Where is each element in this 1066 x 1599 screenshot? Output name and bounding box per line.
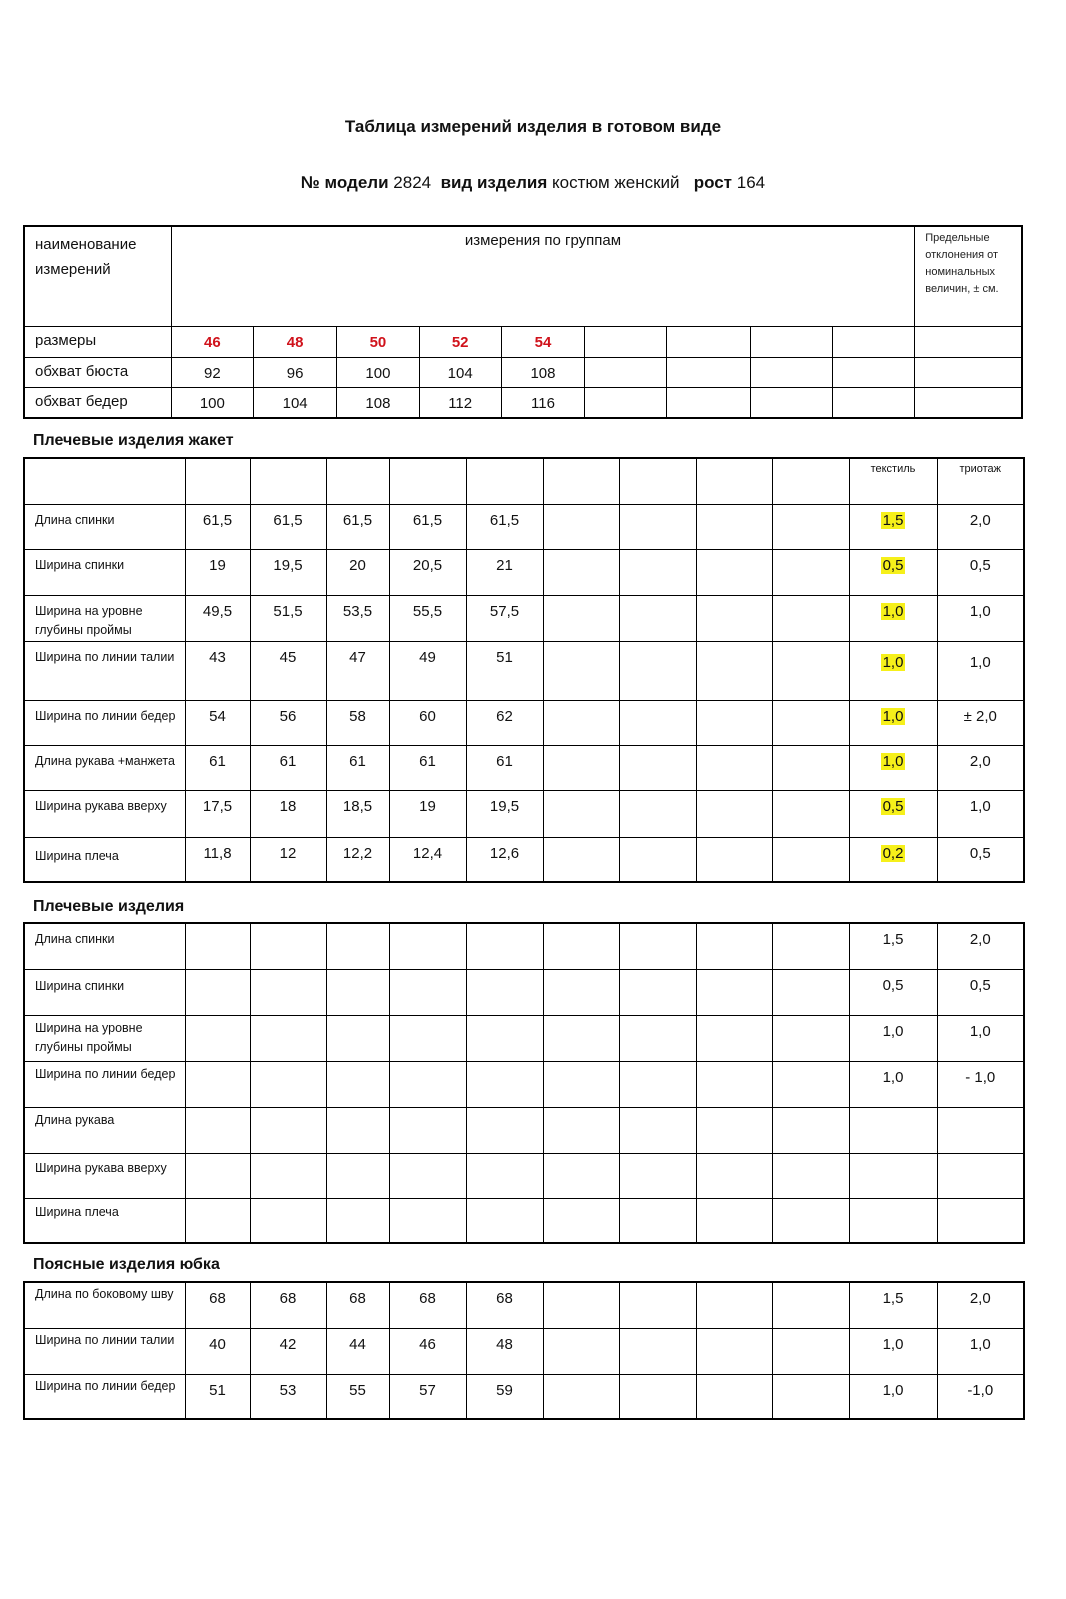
knit-tolerance [937,1198,1024,1243]
model-value: 2824 [393,173,432,192]
textile-tolerance: 1,5 [849,923,937,969]
value-cell: 68 [250,1282,326,1328]
value-cell: 53,5 [326,595,389,641]
value-cell: 108 [501,357,584,387]
knit-tolerance: -1,0 [937,1374,1024,1419]
knit-tolerance: 0,5 [937,549,1024,595]
value-cell: 100 [171,387,253,418]
knit-tolerance: 0,5 [937,969,1024,1015]
textile-tolerance: 1,0 [849,1328,937,1374]
value-cell: 96 [253,357,336,387]
value-cell: 19,5 [250,549,326,595]
section-title-shoulder: Плечевые изделия [33,898,185,915]
value-cell: 61,5 [389,504,466,549]
value-cell: 19 [185,549,250,595]
textile-tolerance: 0,5 [882,556,904,574]
section-title-skirt: Поясные изделия юбка [33,1256,220,1273]
table-row [24,595,1024,641]
value-cell: 68 [185,1282,250,1328]
table-row [24,641,1024,700]
table-row [24,745,1024,790]
value-cell: 45 [250,641,326,700]
textile-tolerance: 0,5 [849,969,937,1015]
value-cell: 47 [326,641,389,700]
value-cell: 43 [185,641,250,700]
value-cell: 19 [389,790,466,837]
value-cell: 19,5 [466,790,543,837]
value-cell: 68 [326,1282,389,1328]
row-label: Ширина по линии бедер [24,1374,185,1419]
row-label: Ширина рукава вверху [24,790,185,837]
row-label: Ширина плеча [24,1198,185,1243]
table-row [24,1374,1024,1419]
table-row [24,1328,1024,1374]
value-cell: 48 [466,1328,543,1374]
table-row [24,1061,1024,1107]
size-cell: 48 [253,326,336,357]
value-cell: 17,5 [185,790,250,837]
table-row [24,700,1024,745]
row-label: Ширина рукава вверху [24,1153,185,1198]
value-cell: 18 [250,790,326,837]
table-row [24,387,1022,418]
row-label: Ширина спинки [24,549,185,595]
value-cell: 112 [419,387,501,418]
value-cell: 12,6 [466,837,543,882]
value-cell: 51 [466,641,543,700]
value-cell: 11,8 [185,837,250,882]
col-knit-header: триотаж [937,458,1024,504]
groups-header: измерения по группам [171,226,915,326]
table-row [24,1198,1024,1243]
model-info-line [0,173,1066,193]
table-row [24,969,1024,1015]
section-title-jacket: Плечевые изделия жакет [33,432,234,449]
row-label: обхват бедер [24,387,171,418]
table-row [24,923,1024,969]
row-label: Ширина по линии бедер [24,700,185,745]
knit-tolerance: 1,0 [937,790,1024,837]
value-cell: 61,5 [326,504,389,549]
value-cell: 51,5 [250,595,326,641]
knit-tolerance: 1,0 [937,595,1024,641]
textile-tolerance: 1,0 [849,1061,937,1107]
value-cell: 59 [466,1374,543,1419]
table-row [24,1107,1024,1153]
size-cell: 54 [501,326,584,357]
knit-tolerance: 2,0 [937,504,1024,549]
value-cell: 104 [253,387,336,418]
textile-tolerance: 1,0 [882,707,904,725]
knit-tolerance: 2,0 [937,923,1024,969]
kind-value: костюм женский [552,173,680,192]
value-cell: 40 [185,1328,250,1374]
size-cell: 46 [171,326,253,357]
value-cell: 49,5 [185,595,250,641]
value-cell: 61,5 [185,504,250,549]
row-label: Ширина спинки [24,969,185,1015]
table-row [24,837,1024,882]
value-cell: 44 [326,1328,389,1374]
model-label: № модели [300,173,389,192]
value-cell: 61,5 [250,504,326,549]
value-cell: 49 [389,641,466,700]
table-row [24,549,1024,595]
page-title: Таблица измерений изделия в готовом виде [344,117,722,136]
knit-tolerance: 0,5 [937,837,1024,882]
table-row [24,357,1022,387]
jacket-table [23,457,1025,883]
row-label: Ширина по линии талии [24,641,185,700]
kind-label: вид изделия [440,173,548,192]
value-cell: 12,4 [389,837,466,882]
textile-tolerance [849,1153,937,1198]
textile-tolerance: 1,0 [882,602,904,620]
shoulder-table [23,922,1025,1244]
value-cell: 21 [466,549,543,595]
value-cell: 61,5 [466,504,543,549]
value-cell: 116 [501,387,584,418]
table-row [24,326,1022,357]
size-cell: 50 [337,326,419,357]
height-value: 164 [736,173,766,192]
name-header: наименование измерений [24,226,171,326]
textile-tolerance [849,1198,937,1243]
knit-tolerance: 2,0 [937,745,1024,790]
value-cell: 58 [326,700,389,745]
knit-tolerance: 1,0 [937,1015,1024,1061]
value-cell: 61 [466,745,543,790]
row-label: Ширина на уровне глубины проймы [24,1015,185,1061]
value-cell: 62 [466,700,543,745]
value-cell: 92 [171,357,253,387]
table-row [24,790,1024,837]
row-label: Длина спинки [24,504,185,549]
value-cell: 55,5 [389,595,466,641]
row-label: Ширина на уровне глубины проймы [24,595,185,641]
textile-tolerance: 1,0 [849,1374,937,1419]
row-label: Ширина по линии талии [24,1328,185,1374]
value-cell: 61 [389,745,466,790]
table-row [24,1282,1024,1328]
textile-tolerance: 1,5 [882,511,904,529]
knit-tolerance: 2,0 [937,1282,1024,1328]
value-cell: 104 [419,357,501,387]
value-cell: 61 [326,745,389,790]
table-row [24,504,1024,549]
row-label: Длина рукава [24,1107,185,1153]
value-cell: 20 [326,549,389,595]
size-table [23,225,1023,419]
value-cell: 53 [250,1374,326,1419]
row-label: Ширина по линии бедер [24,1061,185,1107]
tolerance-header: Предельные отклонения от номинальных величин, ± см. [915,226,1022,326]
value-cell: 12 [250,837,326,882]
value-cell: 108 [337,387,419,418]
value-cell: 60 [389,700,466,745]
value-cell: 12,2 [326,837,389,882]
row-label: размеры [24,326,171,357]
value-cell: 55 [326,1374,389,1419]
value-cell: 46 [389,1328,466,1374]
value-cell: 18,5 [326,790,389,837]
col-textile-header: текстиль [849,458,937,504]
value-cell: 57,5 [466,595,543,641]
value-cell: 68 [466,1282,543,1328]
row-label: Длина рукава +манжета [24,745,185,790]
height-label: рост [693,173,733,192]
value-cell: 20,5 [389,549,466,595]
textile-tolerance: 1,0 [849,1015,937,1061]
knit-tolerance: ± 2,0 [937,700,1024,745]
row-label: Ширина плеча [24,837,185,882]
value-cell: 61 [250,745,326,790]
textile-tolerance: 0,2 [882,844,904,862]
row-label: Длина спинки [24,923,185,969]
value-cell: 57 [389,1374,466,1419]
knit-tolerance [937,1153,1024,1198]
value-cell: 100 [337,357,419,387]
knit-tolerance: - 1,0 [937,1061,1024,1107]
knit-tolerance [937,1107,1024,1153]
textile-tolerance [849,1107,937,1153]
value-cell: 51 [185,1374,250,1419]
textile-tolerance: 0,5 [882,797,904,815]
value-cell: 42 [250,1328,326,1374]
knit-tolerance: 1,0 [937,1328,1024,1374]
table-row [24,1153,1024,1198]
row-label: обхват бюста [24,357,171,387]
row-label: Длина по боковому шву [24,1282,185,1328]
value-cell: 54 [185,700,250,745]
skirt-table [23,1281,1025,1420]
value-cell: 56 [250,700,326,745]
value-cell: 68 [389,1282,466,1328]
textile-tolerance: 1,5 [849,1282,937,1328]
knit-tolerance: 1,0 [937,641,1024,700]
textile-tolerance: 1,0 [882,752,904,770]
table-row [24,1015,1024,1061]
value-cell: 61 [185,745,250,790]
textile-tolerance: 1,0 [882,653,904,671]
size-cell: 52 [419,326,501,357]
